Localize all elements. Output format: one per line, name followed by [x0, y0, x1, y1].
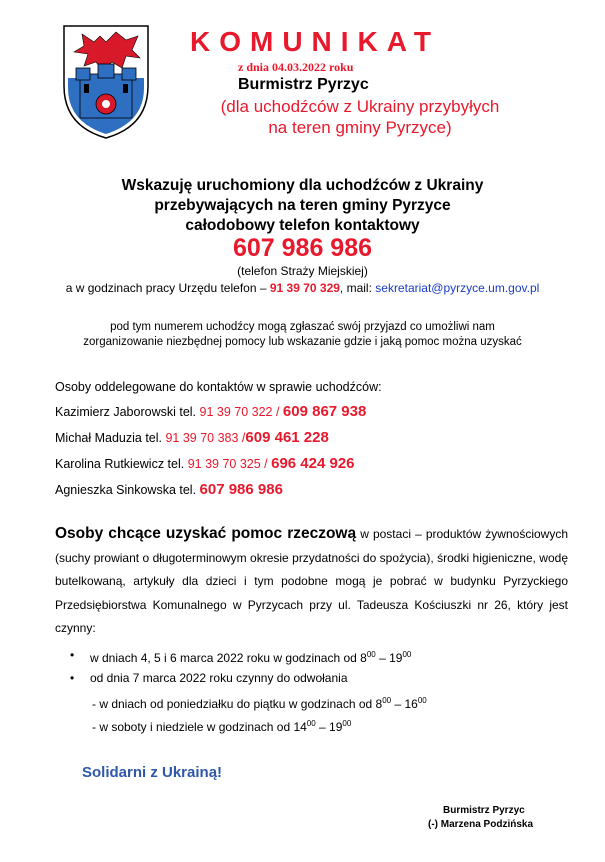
signature-name: (-) Marzena Podzińska	[428, 819, 534, 830]
contact-person-name: Agnieszka Sinkowska tel.	[55, 483, 200, 497]
contact-person-row	[55, 429, 575, 455]
hotline-intro-line-2: przebywających na teren gminy Pyrzyce	[154, 197, 451, 214]
contact-person-name: Kazimierz Jaborowski tel.	[55, 405, 200, 419]
hotline-phone: 607 986 986	[232, 234, 373, 262]
hours-subitem-text: - w soboty i niedziele w godzinach od $14^{00} - 19^{00}$	[92, 719, 352, 734]
hotline-intro	[0, 176, 605, 236]
hotline-intro-line-3: całodobowy telefon kontaktowy	[185, 217, 420, 234]
bullet-icon: •	[70, 648, 75, 662]
office-contact-prefix: a w godzinach pracy Urzędu telefon –	[65, 281, 270, 295]
opening-hours-list	[70, 646, 570, 738]
contact-person-row	[55, 403, 575, 429]
hotline-intro-line-1: Wskazuję uruchomiony dla uchodźców z Ukrainy	[121, 177, 484, 194]
contact-person-row	[55, 455, 575, 481]
material-aid-paragraph	[55, 522, 568, 641]
contact-persons-header: Osoby oddelegowane do kontaktów w sprawie uchodźców:	[55, 380, 382, 394]
contact-persons	[55, 380, 575, 507]
list-item	[70, 646, 570, 669]
hotline-purpose	[0, 320, 605, 350]
office-mail-label: , mail:	[339, 281, 376, 295]
signature-role: Burmistrz Pyrzyc	[443, 805, 525, 816]
audience	[180, 96, 540, 138]
announcement-date: z dnia 04.03.2022 roku	[238, 60, 354, 74]
contact-person-name: Karolina Rutkiewicz tel.	[55, 457, 188, 471]
announcement-title: KOMUNIKAT	[190, 26, 441, 57]
material-aid-lead: Osoby chcące uzyskać pomoc rzeczową	[55, 525, 357, 542]
contact-person-name: Michał Maduzia tel.	[55, 431, 166, 445]
pyrzyce-coat-of-arms	[60, 22, 152, 140]
hotline-purpose-line-2: zorganizowanie niezbędnej pomocy lub wskazanie gdzie i jaką pomoc można uzyskać	[83, 336, 522, 348]
solidarity-slogan: Solidarni z Ukrainą!	[82, 764, 223, 781]
office-phone: 91 39 70 329	[269, 281, 340, 295]
contact-landline: 91 39 70 383 /	[165, 431, 246, 445]
contact-mobile: 607 986 986	[199, 481, 283, 498]
bullet-icon: •	[70, 671, 75, 685]
hours-subitem-text: - w dniach od poniedziałku do piątku w godzinach od $8^{00} - 16^{00}$	[92, 696, 427, 711]
list-item	[70, 715, 570, 738]
contact-landline: 91 39 70 325 /	[187, 457, 272, 471]
hotline-purpose-line-1: pod tym numerem uchodźcy mogą zgłaszać swój przyjazd co umożliwi nam	[110, 321, 495, 333]
hours-item-text: w dniach 4, 5 i 6 marca 2022 roku w godzinach od $8^{00} - 19^{00}$	[90, 650, 412, 665]
contact-landline: 91 39 70 322 /	[199, 405, 283, 419]
list-item	[70, 692, 570, 715]
list-item	[70, 669, 570, 692]
material-aid-text: w postaci – produktów żywnościowych (suchy prowiant o długoterminowym okresie przydatności do spożycia), środki higieniczne, wodę butelkowaną, artykuły dla dzieci i tym podobne mogą je pobrać w budynku Pyrzyckiego Przedsiębiorstwa Komunalnego w Pyrzycach przy ul. Tadeusza Kościuszki nr 26, który jest czynny:	[55, 527, 568, 635]
office-contact	[0, 281, 605, 295]
hotline-phone-note: (telefon Straży Miejskiej)	[237, 264, 368, 278]
audience-line-1: (dla uchodźców z Ukrainy przybyłych	[220, 97, 500, 116]
contact-mobile: 696 424 926	[271, 455, 355, 472]
audience-line-2: na teren gminy Pyrzyce)	[268, 118, 452, 137]
office-email-link[interactable]: sekretariat@pyrzyce.um.gov.pl	[375, 281, 540, 295]
contact-mobile: 609 867 938	[282, 403, 367, 420]
contact-person-row	[55, 481, 575, 507]
contact-mobile: 609 461 228	[245, 429, 329, 446]
hours-item-text: od dnia 7 marca 2022 roku czynny do odwołania	[90, 671, 348, 685]
signature-block	[428, 804, 533, 832]
issuer: Burmistrz Pyrzyc	[238, 76, 369, 93]
